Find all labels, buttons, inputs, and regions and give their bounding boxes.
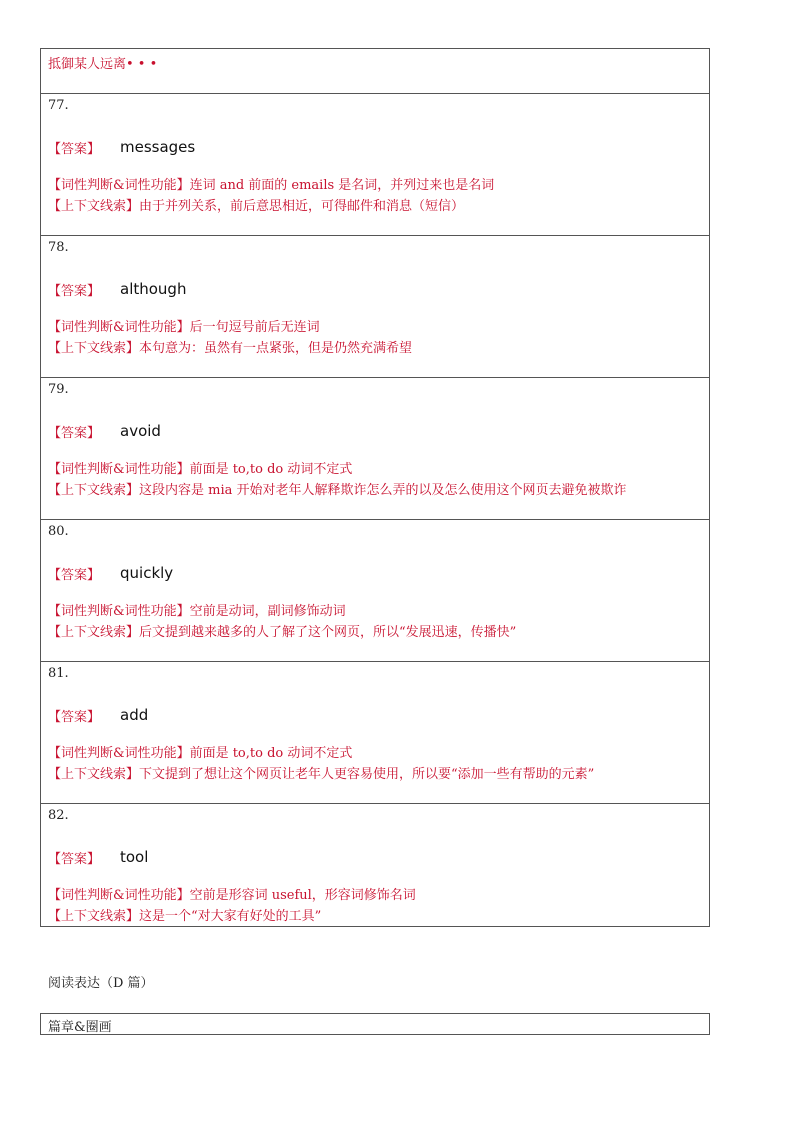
answer-line [48, 278, 186, 300]
answer-tag: 【答案】 [48, 141, 101, 157]
answer-line [48, 136, 195, 158]
answer-word: add [120, 706, 149, 724]
item-number: 80. [48, 524, 69, 539]
item-number: 77. [48, 98, 69, 113]
part-of-speech-note: 【词性判断&词性功能】空前是动词，副词修饰动词 [48, 604, 346, 619]
top-cell [41, 49, 709, 93]
section-heading: 阅读表达（D 篇） [48, 976, 154, 991]
part-of-speech-note: 【词性判断&词性功能】前面是 to,to do 动词不定式 [48, 746, 353, 761]
answer-tag: 【答案】 [48, 851, 101, 867]
part-of-speech-note: 【词性判断&词性功能】空前是形容词 useful，形容词修饰名词 [48, 888, 416, 903]
context-clue-note: 【上下文线索】下文提到了想让这个网页让老年人更容易使用，所以要“添加一些有帮助的元素” [48, 767, 595, 782]
item-79 [41, 377, 709, 519]
answer-word: avoid [120, 422, 161, 440]
part-of-speech-note: 【词性判断&词性功能】后一句逗号前后无连词 [48, 320, 320, 335]
answer-table [40, 48, 710, 927]
part-of-speech-note: 【词性判断&词性功能】前面是 to,to do 动词不定式 [48, 462, 353, 477]
part-of-speech-note: 【词性判断&词性功能】连词 and 前面的 emails 是名词，并列过来也是名词 [48, 178, 495, 193]
answer-word: quickly [120, 564, 174, 582]
answer-tag: 【答案】 [48, 283, 101, 299]
item-77 [41, 93, 709, 235]
passage-annotation-label: 篇章&圈画 [48, 1020, 112, 1035]
context-clue-note: 【上下文线索】这段内容是 mia 开始对老年人解释欺诈怎么弄的以及怎么使用这个网页去避免被欺诈 [48, 483, 627, 498]
context-clue-note: 【上下文线索】由于并列关系，前后意思相近，可得邮件和消息（短信） [48, 199, 465, 214]
item-number: 78. [48, 240, 69, 255]
answer-word: tool [120, 848, 149, 866]
answer-tag: 【答案】 [48, 425, 101, 441]
answer-tag: 【答案】 [48, 709, 101, 725]
item-78 [41, 235, 709, 377]
context-clue-note: 【上下文线索】这是一个“对大家有好处的工具” [48, 909, 322, 924]
item-80 [41, 519, 709, 661]
answer-line [48, 704, 148, 726]
answer-line [48, 846, 148, 868]
answer-word: messages [120, 138, 196, 156]
context-clue-note: 【上下文线索】后文提到越来越多的人了解了这个网页，所以“发展迅速，传播快” [48, 625, 517, 640]
item-number: 79. [48, 382, 69, 397]
answer-word: although [120, 280, 187, 298]
context-clue-note: 【上下文线索】本句意为：虽然有一点紧张，但是仍然充满希望 [48, 341, 413, 356]
item-82 [41, 803, 709, 926]
answer-tag: 【答案】 [48, 567, 101, 583]
answer-line [48, 562, 173, 584]
top-cell-text: 抵御某人远离• • • [48, 57, 158, 72]
answer-line [48, 420, 161, 442]
item-number: 81. [48, 666, 69, 681]
item-number: 82. [48, 808, 69, 823]
passage-annotation-box [40, 1013, 710, 1035]
item-81 [41, 661, 709, 803]
